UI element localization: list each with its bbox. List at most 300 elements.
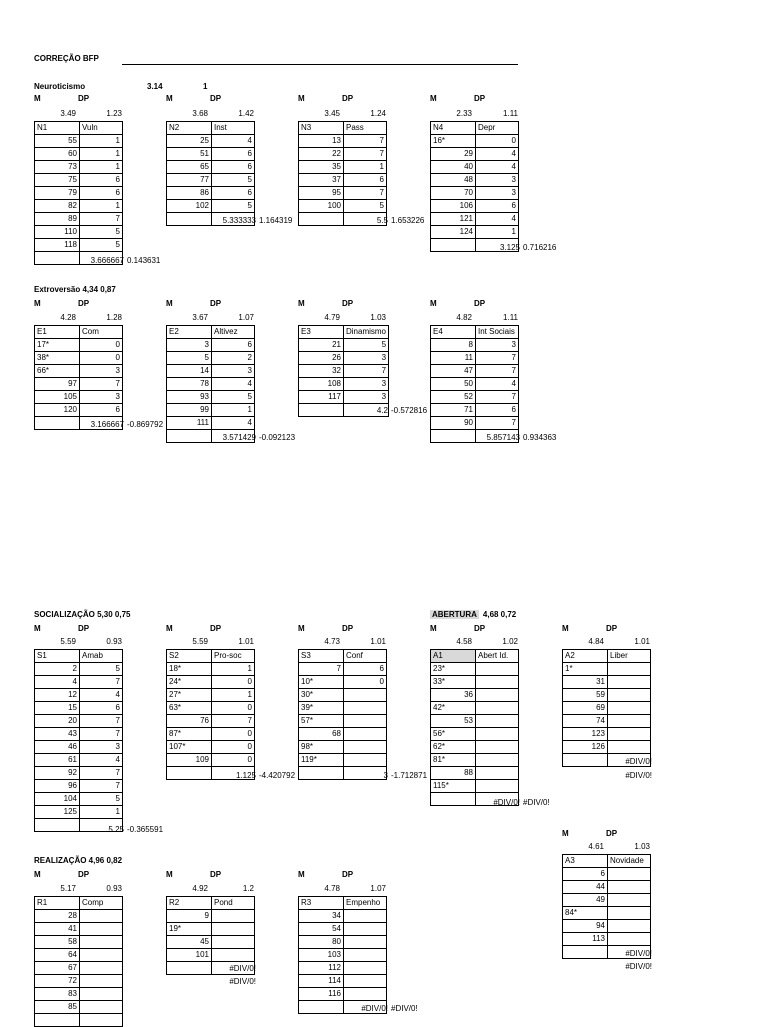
item-number[interactable]: 26 — [299, 352, 344, 365]
item-score[interactable]: 7 — [476, 417, 519, 430]
table-row — [431, 378, 519, 391]
item-score[interactable] — [608, 868, 651, 881]
item-score[interactable]: 7 — [344, 365, 389, 378]
item-score[interactable]: 6 — [476, 404, 519, 417]
item-number[interactable]: 108 — [299, 378, 344, 391]
table-row — [167, 676, 255, 689]
item-score[interactable] — [608, 907, 651, 920]
item-score[interactable] — [476, 767, 519, 780]
item-number[interactable] — [35, 252, 80, 265]
item-score[interactable] — [344, 910, 387, 923]
item-number[interactable]: 36 — [431, 689, 476, 702]
item-score[interactable]: 1 — [80, 200, 123, 213]
item-score[interactable] — [344, 923, 387, 936]
item-score[interactable]: 6 — [344, 174, 387, 187]
item-score[interactable] — [80, 988, 123, 1001]
item-score[interactable]: 4 — [476, 378, 519, 391]
item-number[interactable]: 100 — [299, 200, 344, 213]
item-score[interactable]: 0 — [212, 676, 255, 689]
item-number[interactable]: 106 — [431, 200, 476, 213]
item-score[interactable]: 7 — [80, 378, 123, 391]
item-number[interactable]: 33* — [431, 676, 476, 689]
item-score[interactable] — [476, 663, 519, 676]
item-number[interactable]: 76 — [167, 715, 212, 728]
item-number[interactable]: 22 — [299, 148, 344, 161]
item-score[interactable] — [344, 962, 387, 975]
item-number[interactable]: 74 — [563, 715, 608, 728]
item-score[interactable]: 7 — [80, 715, 123, 728]
item-number[interactable] — [563, 946, 608, 959]
item-number[interactable]: 62* — [431, 741, 476, 754]
item-number[interactable]: 25 — [167, 135, 212, 148]
item-score[interactable]: 4 — [80, 754, 123, 767]
table-row — [431, 767, 519, 780]
item-number[interactable]: 14 — [167, 365, 212, 378]
item-number[interactable]: 35 — [299, 161, 344, 174]
item-number[interactable]: 32 — [299, 365, 344, 378]
item-number[interactable] — [167, 767, 212, 780]
item-number[interactable]: 18* — [167, 663, 212, 676]
item-number[interactable]: 94 — [563, 920, 608, 933]
item-score[interactable]: 5 — [80, 226, 123, 239]
item-number[interactable]: 49 — [563, 894, 608, 907]
item-number[interactable]: 47 — [431, 365, 476, 378]
item-score[interactable]: 1 — [212, 689, 255, 702]
item-number[interactable]: 54 — [299, 923, 344, 936]
item-number[interactable]: 29 — [431, 148, 476, 161]
item-score[interactable]: 7 — [80, 767, 123, 780]
item-score[interactable] — [344, 936, 387, 949]
item-number[interactable]: 1* — [563, 663, 608, 676]
facet-code: N2 — [167, 122, 212, 135]
item-number[interactable]: 55 — [35, 135, 80, 148]
item-number[interactable]: 53 — [431, 715, 476, 728]
item-number[interactable]: 28 — [35, 910, 80, 923]
item-number[interactable]: 31 — [563, 676, 608, 689]
item-number[interactable]: 124 — [431, 226, 476, 239]
item-score[interactable]: 1 — [212, 404, 255, 417]
mean-value: 3.45 — [324, 109, 340, 118]
item-number[interactable]: 17* — [35, 339, 80, 352]
item-score[interactable]: 6 — [212, 161, 255, 174]
item-score[interactable]: 7 — [212, 715, 255, 728]
item-score[interactable]: 5 — [212, 174, 255, 187]
item-number[interactable]: 52 — [431, 391, 476, 404]
item-number[interactable]: 21 — [299, 339, 344, 352]
item-number[interactable] — [35, 1014, 80, 1027]
item-number[interactable]: 8 — [431, 339, 476, 352]
item-number[interactable]: 38* — [35, 352, 80, 365]
facet-table-n4 — [430, 121, 519, 252]
item-number[interactable]: 9 — [167, 910, 212, 923]
item-number[interactable] — [431, 239, 476, 252]
item-number[interactable]: 41 — [35, 923, 80, 936]
item-score[interactable] — [608, 715, 651, 728]
item-score[interactable]: 0 — [212, 702, 255, 715]
item-number[interactable]: 121 — [431, 213, 476, 226]
item-score[interactable] — [344, 728, 387, 741]
item-score[interactable]: 4 — [476, 161, 519, 174]
label-dp: DP — [210, 299, 222, 308]
item-score[interactable] — [344, 988, 387, 1001]
item-score[interactable]: 3 — [80, 365, 123, 378]
item-number[interactable]: 98* — [299, 741, 344, 754]
item-score[interactable]: 7 — [344, 135, 387, 148]
item-score[interactable]: 6 — [476, 200, 519, 213]
item-score[interactable]: 7 — [80, 213, 123, 226]
item-number[interactable] — [563, 754, 608, 767]
item-score[interactable]: 5 — [80, 663, 123, 676]
item-number[interactable]: 69 — [563, 702, 608, 715]
item-number[interactable]: 15 — [35, 702, 80, 715]
item-number[interactable]: 61 — [35, 754, 80, 767]
item-score[interactable]: 3 — [476, 174, 519, 187]
item-number[interactable]: 57* — [299, 715, 344, 728]
item-number[interactable]: 34 — [299, 910, 344, 923]
item-number[interactable]: 87* — [167, 728, 212, 741]
item-score[interactable] — [80, 949, 123, 962]
item-number[interactable]: 111 — [167, 417, 212, 430]
item-score[interactable]: 3 — [80, 741, 123, 754]
facet-name: Amab — [80, 650, 123, 663]
table-row — [35, 339, 123, 352]
item-number[interactable]: 6 — [563, 868, 608, 881]
item-score[interactable] — [608, 689, 651, 702]
item-score[interactable]: 3 — [476, 339, 519, 352]
item-number[interactable]: 65 — [167, 161, 212, 174]
item-score[interactable]: 6 — [80, 404, 123, 417]
item-number[interactable]: 7 — [299, 663, 344, 676]
item-score[interactable] — [80, 1014, 123, 1027]
item-number[interactable]: 81* — [431, 754, 476, 767]
item-number[interactable]: 27* — [167, 689, 212, 702]
item-score[interactable] — [608, 920, 651, 933]
item-score[interactable]: 3 — [80, 391, 123, 404]
item-score[interactable] — [80, 923, 123, 936]
item-score[interactable] — [344, 754, 387, 767]
item-score[interactable]: 6 — [80, 702, 123, 715]
item-number[interactable]: 12 — [35, 689, 80, 702]
item-score[interactable]: 7 — [476, 391, 519, 404]
item-number[interactable]: 72 — [35, 975, 80, 988]
item-score[interactable]: 1 — [344, 161, 387, 174]
item-score[interactable]: 7 — [80, 780, 123, 793]
table-row — [167, 728, 255, 741]
item-score[interactable] — [476, 741, 519, 754]
item-number[interactable]: 119* — [299, 754, 344, 767]
item-score[interactable]: 4 — [212, 135, 255, 148]
item-score[interactable]: 7 — [476, 365, 519, 378]
item-score[interactable]: 0 — [212, 741, 255, 754]
item-number[interactable]: 3 — [167, 339, 212, 352]
item-number[interactable]: 39* — [299, 702, 344, 715]
item-score[interactable] — [80, 1001, 123, 1014]
facet-name: Com — [80, 326, 123, 339]
item-number[interactable]: 77 — [167, 174, 212, 187]
item-score[interactable]: 1 — [80, 135, 123, 148]
item-score[interactable]: 1 — [476, 226, 519, 239]
item-number[interactable] — [167, 430, 212, 443]
item-number[interactable]: 30* — [299, 689, 344, 702]
item-number[interactable]: 116 — [299, 988, 344, 1001]
item-number[interactable] — [431, 430, 476, 443]
item-score[interactable]: 1 — [80, 806, 123, 819]
item-number[interactable] — [167, 962, 212, 975]
item-number[interactable]: 103 — [299, 949, 344, 962]
item-number[interactable]: 115* — [431, 780, 476, 793]
item-score[interactable]: 6 — [344, 663, 387, 676]
item-score[interactable] — [344, 975, 387, 988]
item-number[interactable]: 58 — [35, 936, 80, 949]
item-number[interactable]: 75 — [35, 174, 80, 187]
item-number[interactable]: 96 — [35, 780, 80, 793]
item-number[interactable]: 90 — [431, 417, 476, 430]
item-number[interactable]: 19* — [167, 923, 212, 936]
dp-value: 1.24 — [370, 109, 386, 118]
item-score[interactable]: 2 — [212, 352, 255, 365]
item-number[interactable]: 105 — [35, 391, 80, 404]
item-score[interactable]: 4 — [212, 378, 255, 391]
table-row — [431, 780, 519, 793]
item-score[interactable]: 7 — [80, 728, 123, 741]
item-number[interactable]: 102 — [167, 200, 212, 213]
item-number[interactable]: 63* — [167, 702, 212, 715]
item-score[interactable]: 5 — [80, 793, 123, 806]
item-score[interactable] — [80, 962, 123, 975]
item-number[interactable] — [299, 404, 344, 417]
item-score[interactable]: 6 — [212, 187, 255, 200]
item-score[interactable] — [212, 936, 255, 949]
item-number[interactable] — [35, 819, 80, 832]
item-score[interactable]: 4 — [212, 417, 255, 430]
item-number[interactable]: 104 — [35, 793, 80, 806]
item-score[interactable]: 0 — [476, 135, 519, 148]
item-number[interactable]: 10* — [299, 676, 344, 689]
item-number[interactable]: 107* — [167, 741, 212, 754]
item-number[interactable] — [167, 213, 212, 226]
item-number[interactable]: 109 — [167, 754, 212, 767]
table-row — [299, 923, 387, 936]
item-number[interactable]: 92 — [35, 767, 80, 780]
item-number[interactable]: 11 — [431, 352, 476, 365]
item-number[interactable]: 51 — [167, 148, 212, 161]
item-score[interactable] — [80, 936, 123, 949]
item-number[interactable]: 67 — [35, 962, 80, 975]
item-number[interactable]: 2 — [35, 663, 80, 676]
item-score[interactable] — [608, 676, 651, 689]
item-number[interactable]: 68 — [299, 728, 344, 741]
item-score[interactable] — [344, 741, 387, 754]
item-number[interactable]: 120 — [35, 404, 80, 417]
mean-value: 3.68 — [192, 109, 208, 118]
item-score[interactable]: 4 — [476, 213, 519, 226]
item-number[interactable]: 23* — [431, 663, 476, 676]
item-number[interactable]: 126 — [563, 741, 608, 754]
item-number[interactable]: 110 — [35, 226, 80, 239]
item-score[interactable]: 5 — [80, 239, 123, 252]
table-row — [35, 702, 123, 715]
item-number[interactable]: 56* — [431, 728, 476, 741]
item-number[interactable]: 44 — [563, 881, 608, 894]
item-score[interactable] — [344, 715, 387, 728]
item-number[interactable]: 20 — [35, 715, 80, 728]
item-score[interactable] — [344, 949, 387, 962]
item-score[interactable] — [608, 741, 651, 754]
table-row — [35, 689, 123, 702]
item-score[interactable] — [476, 702, 519, 715]
item-number[interactable]: 95 — [299, 187, 344, 200]
item-score[interactable]: 5 — [212, 200, 255, 213]
item-score[interactable] — [608, 663, 651, 676]
item-score[interactable]: 7 — [344, 187, 387, 200]
item-number[interactable]: 5 — [167, 352, 212, 365]
item-score[interactable]: 1 — [212, 663, 255, 676]
facet-name: Empenho — [344, 897, 387, 910]
item-score[interactable] — [476, 715, 519, 728]
item-number[interactable]: 59 — [563, 689, 608, 702]
item-number[interactable]: 89 — [35, 213, 80, 226]
item-number[interactable]: 78 — [167, 378, 212, 391]
item-number[interactable]: 13 — [299, 135, 344, 148]
item-number[interactable]: 83 — [35, 988, 80, 1001]
item-number[interactable]: 123 — [563, 728, 608, 741]
item-score[interactable]: 0 — [212, 728, 255, 741]
item-score[interactable]: 6 — [80, 187, 123, 200]
facet-name: Pond — [212, 897, 255, 910]
item-number[interactable]: 125 — [35, 806, 80, 819]
item-number[interactable]: 93 — [167, 391, 212, 404]
item-number[interactable]: 99 — [167, 404, 212, 417]
item-number[interactable]: 42* — [431, 702, 476, 715]
item-score[interactable] — [344, 702, 387, 715]
item-number[interactable] — [299, 213, 344, 226]
item-number[interactable]: 40 — [431, 161, 476, 174]
item-score[interactable]: 7 — [344, 148, 387, 161]
mean-value: 5.17 — [60, 884, 76, 893]
item-number[interactable]: 118 — [35, 239, 80, 252]
item-number[interactable]: 85 — [35, 1001, 80, 1014]
item-score[interactable] — [212, 923, 255, 936]
item-score[interactable]: 7 — [80, 676, 123, 689]
item-number[interactable]: 88 — [431, 767, 476, 780]
item-score[interactable] — [476, 676, 519, 689]
item-number[interactable]: 97 — [35, 378, 80, 391]
table-row — [35, 936, 123, 949]
dp-value: 1.11 — [503, 313, 518, 322]
item-number[interactable]: 60 — [35, 148, 80, 161]
item-score[interactable]: 5 — [344, 200, 387, 213]
item-score[interactable]: 3 — [344, 378, 389, 391]
result-value: 5.5 — [376, 215, 388, 225]
item-score[interactable] — [476, 728, 519, 741]
facet-name: Conf — [344, 650, 387, 663]
item-score[interactable] — [80, 910, 123, 923]
item-number[interactable] — [299, 767, 344, 780]
item-score[interactable] — [476, 780, 519, 793]
item-number[interactable]: 114 — [299, 975, 344, 988]
result-value: 5.25 — [108, 824, 124, 834]
item-number[interactable]: 84* — [563, 907, 608, 920]
item-number[interactable]: 80 — [299, 936, 344, 949]
item-score[interactable]: 7 — [476, 352, 519, 365]
result-value: #DIV/0! — [391, 1004, 418, 1013]
item-number[interactable]: 73 — [35, 161, 80, 174]
item-score[interactable] — [608, 881, 651, 894]
item-score[interactable]: 0 — [344, 676, 387, 689]
item-score[interactable]: 4 — [476, 148, 519, 161]
item-score[interactable] — [344, 689, 387, 702]
result-value: 0.716216 — [523, 242, 557, 252]
item-number[interactable]: 45 — [167, 936, 212, 949]
item-score[interactable]: 0 — [80, 352, 123, 365]
item-score[interactable]: 1 — [80, 148, 123, 161]
item-score[interactable] — [212, 910, 255, 923]
item-number[interactable]: 64 — [35, 949, 80, 962]
item-score[interactable] — [80, 975, 123, 988]
item-score[interactable]: 0 — [212, 754, 255, 767]
table-row — [431, 148, 519, 161]
item-number[interactable]: 46 — [35, 741, 80, 754]
item-number[interactable]: 50 — [431, 378, 476, 391]
label-m: M — [298, 624, 305, 633]
item-score[interactable]: 4 — [80, 689, 123, 702]
facet-table-r1 — [34, 896, 123, 1027]
item-score[interactable] — [608, 702, 651, 715]
item-number[interactable]: 4 — [35, 676, 80, 689]
item-number[interactable] — [431, 793, 476, 806]
item-score[interactable]: 3 — [476, 187, 519, 200]
table-row — [299, 702, 387, 715]
item-number[interactable]: 66* — [35, 365, 80, 378]
table-row — [35, 962, 123, 975]
item-number[interactable]: 101 — [167, 949, 212, 962]
item-number[interactable]: 86 — [167, 187, 212, 200]
table-row — [35, 663, 123, 676]
item-score[interactable] — [476, 689, 519, 702]
item-score[interactable] — [608, 933, 651, 946]
item-score[interactable] — [608, 728, 651, 741]
item-number[interactable]: 113 — [563, 933, 608, 946]
item-number[interactable] — [299, 1001, 344, 1014]
item-score[interactable]: 6 — [212, 148, 255, 161]
item-number[interactable]: 71 — [431, 404, 476, 417]
item-score[interactable]: 3 — [344, 391, 389, 404]
item-score[interactable]: 6 — [212, 339, 255, 352]
item-number[interactable]: 16* — [431, 135, 476, 148]
item-score[interactable]: 6 — [80, 174, 123, 187]
item-score[interactable] — [476, 754, 519, 767]
item-score[interactable]: 1 — [80, 161, 123, 174]
item-number[interactable]: 112 — [299, 962, 344, 975]
item-number[interactable]: 48 — [431, 174, 476, 187]
item-number[interactable]: 24* — [167, 676, 212, 689]
item-number[interactable]: 82 — [35, 200, 80, 213]
item-number[interactable]: 70 — [431, 187, 476, 200]
item-number[interactable]: 79 — [35, 187, 80, 200]
item-number[interactable]: 43 — [35, 728, 80, 741]
item-score[interactable] — [608, 894, 651, 907]
item-number[interactable] — [35, 417, 80, 430]
item-score[interactable]: 3 — [212, 365, 255, 378]
result-value: #DIV/0! — [625, 770, 652, 780]
item-score[interactable]: 5 — [344, 339, 389, 352]
item-score[interactable] — [212, 949, 255, 962]
item-number[interactable]: 37 — [299, 174, 344, 187]
item-score[interactable]: 0 — [80, 339, 123, 352]
item-number[interactable]: 117 — [299, 391, 344, 404]
item-score[interactable]: 3 — [344, 352, 389, 365]
item-score[interactable]: 5 — [212, 391, 255, 404]
